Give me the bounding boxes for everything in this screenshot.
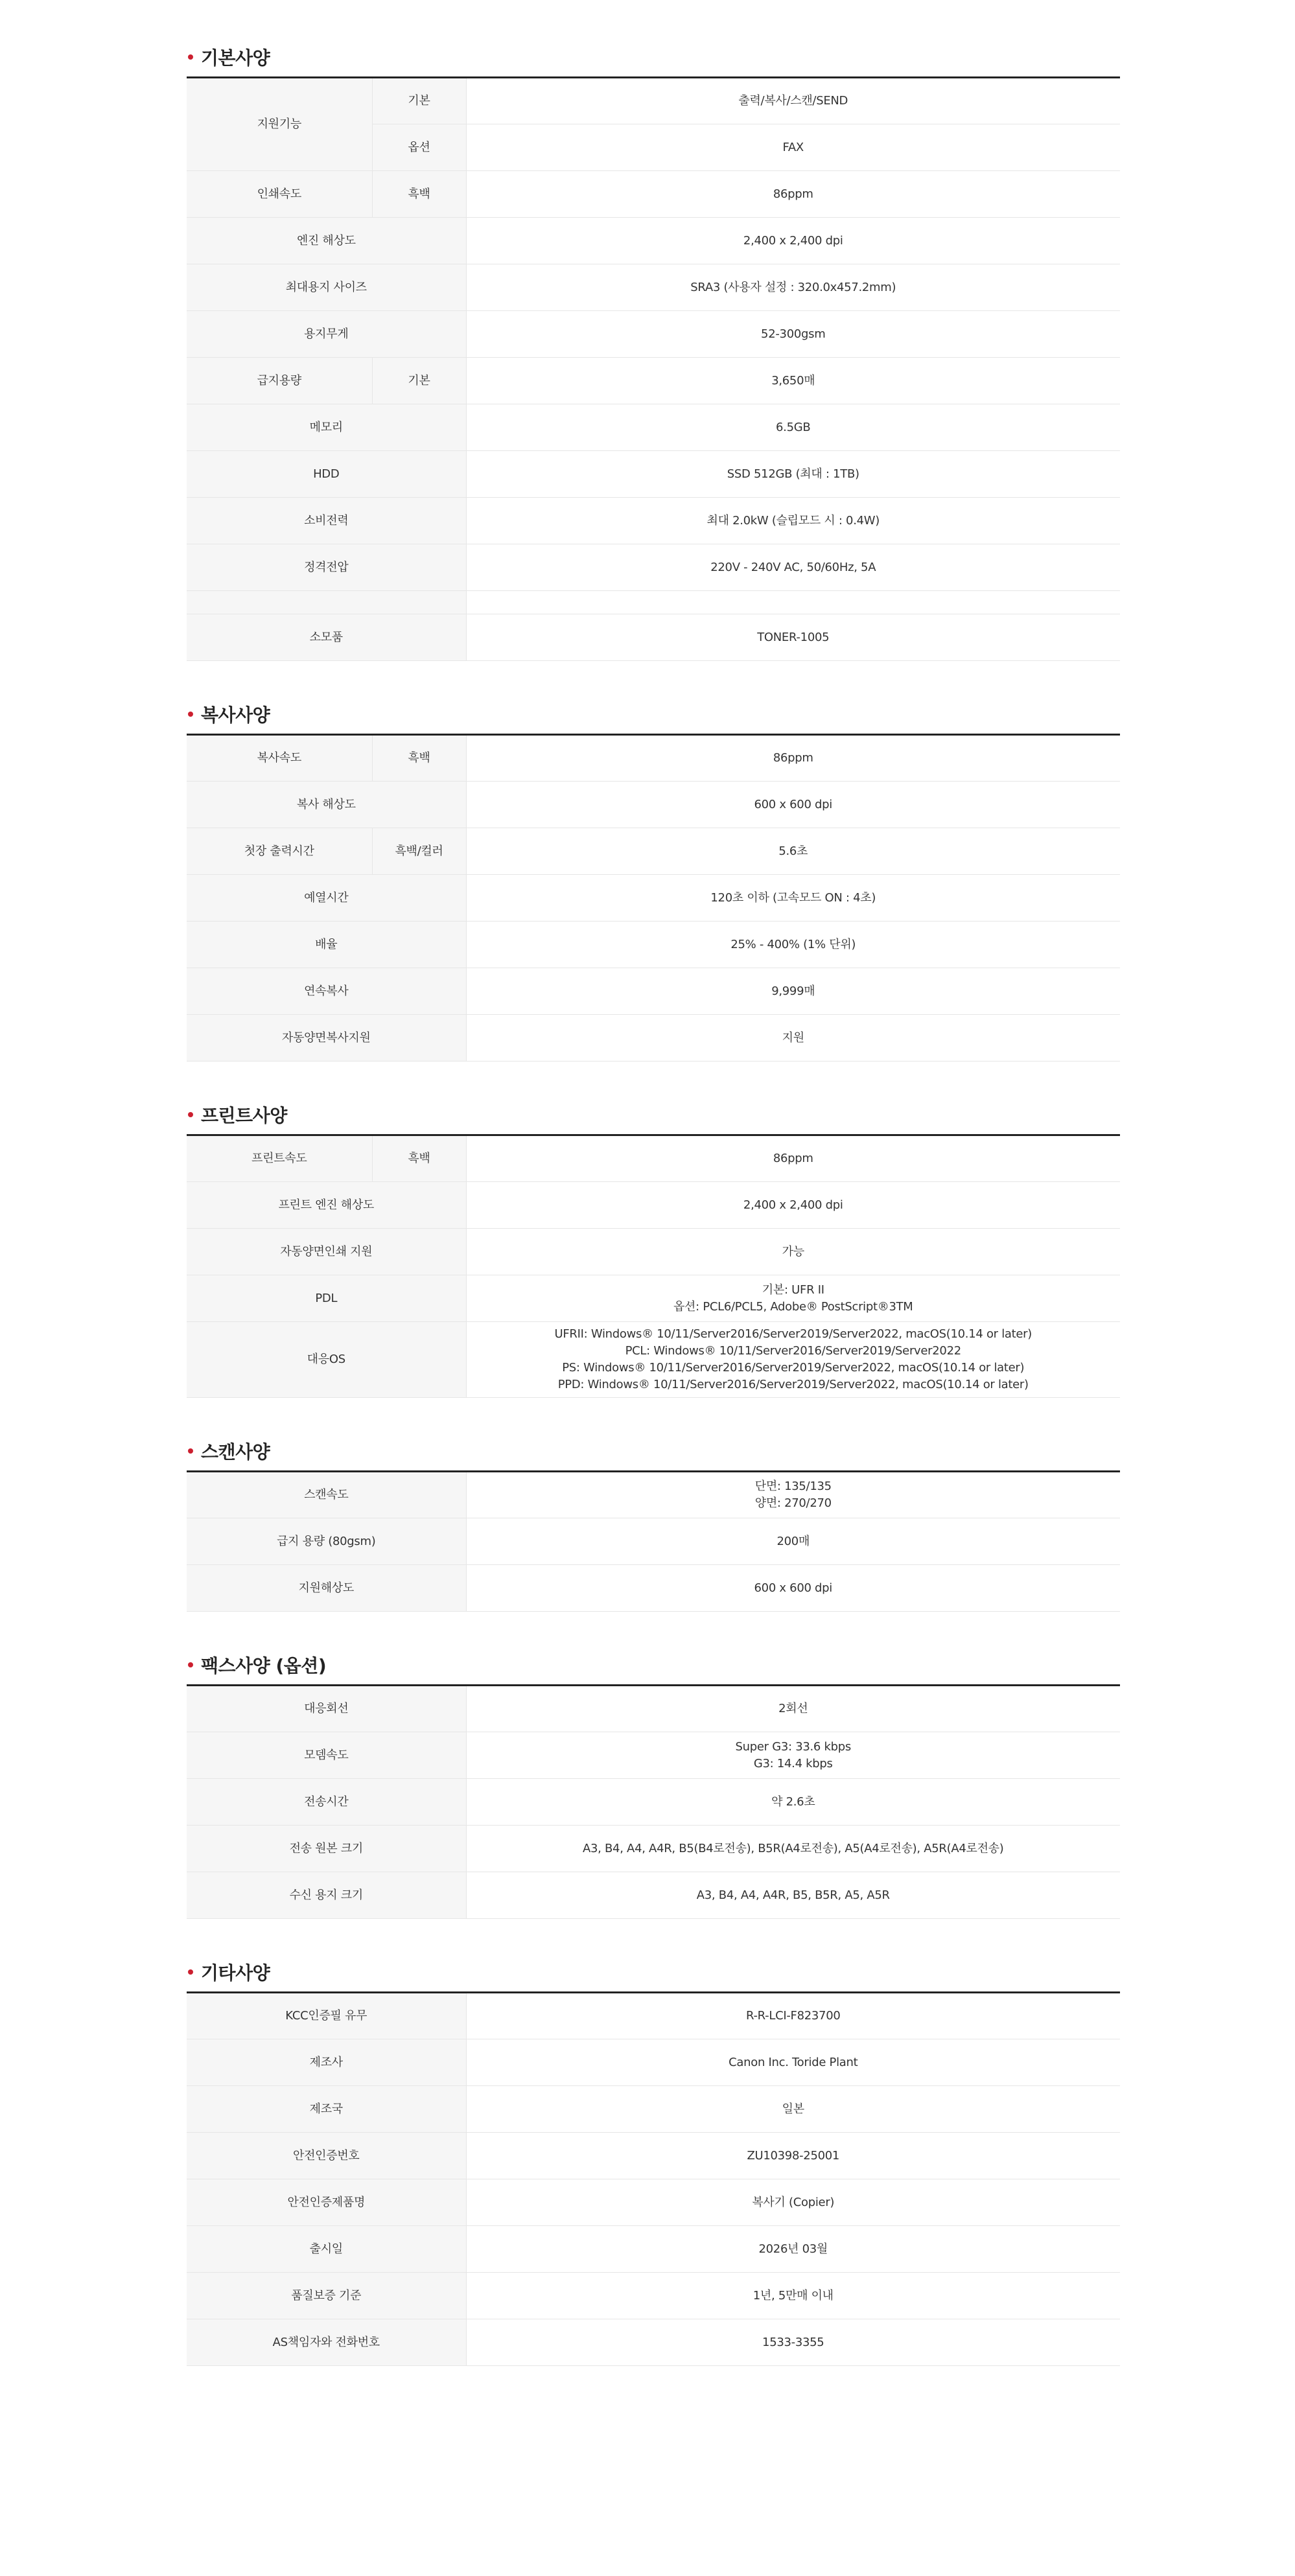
spec-row: [187, 735, 1120, 782]
section-title-text: 팩스사양 (옵션): [201, 1655, 327, 1677]
spec-value-line: 기본: UFR II: [762, 1282, 824, 1297]
spec-value-line: 가능: [782, 1244, 804, 1259]
spec-label: 연속복사: [187, 968, 466, 1015]
spec-label: 메모리: [187, 404, 466, 451]
spec-value: [466, 264, 1120, 311]
spec-value-line: 최대 2.0kW (슬립모드 시 : 0.4W): [706, 513, 880, 528]
spec-label: 전송 원본 크기: [187, 1826, 466, 1872]
spec-value: [466, 218, 1120, 264]
spec-label: 복사속도: [187, 735, 372, 782]
section-title: [187, 45, 1120, 69]
spec-value: [466, 1275, 1120, 1322]
spec-row: [187, 264, 1120, 311]
spec-label: AS책임자와 전화번호: [187, 2319, 466, 2366]
spec-value: [466, 78, 1120, 124]
spec-label: 최대용지 사이즈: [187, 264, 466, 311]
spec-label: 복사 해상도: [187, 782, 466, 828]
spec-row: [187, 968, 1120, 1015]
spec-row: [187, 2086, 1120, 2133]
spec-table: [187, 1991, 1120, 2366]
spec-value: [466, 782, 1120, 828]
spec-value-line: 복사기 (Copier): [752, 2195, 835, 2209]
spec-value: [466, 1732, 1120, 1779]
spec-row: [187, 1135, 1120, 1182]
spec-value-line: 1년, 5만매 이내: [752, 2288, 834, 2303]
spec-value-line: A3, B4, A4, A4R, B5, B5R, A5, A5R: [696, 1888, 890, 1902]
spec-value: [466, 498, 1120, 544]
spec-value: [466, 591, 1120, 614]
spec-sublabel: 기본: [372, 358, 466, 404]
spec-value-line: UFRII: Windows® 10/11/Server2016/Server2019/Server2022, macOS(10.14 or later): [554, 1327, 1032, 1341]
spec-table: [187, 1470, 1120, 1612]
spec-label: 급지용량: [187, 358, 372, 404]
spec-row: [187, 1229, 1120, 1275]
spec-section: [187, 702, 1120, 1062]
spec-row: [187, 1472, 1120, 1518]
section-title-text: 기본사양: [201, 47, 270, 69]
spec-row: [187, 591, 1120, 614]
spec-label: 출시일: [187, 2226, 466, 2273]
spec-label: 전송시간: [187, 1779, 466, 1826]
section-title-text: 프린트사양: [201, 1105, 287, 1126]
spec-value-line: 120초 이하 (고속모드 ON : 4초): [710, 890, 876, 905]
spec-value-line: 86ppm: [773, 1152, 813, 1165]
spec-value: [466, 1565, 1120, 1612]
spec-row: [187, 2133, 1120, 2179]
spec-value: [466, 1229, 1120, 1275]
spec-value-line: 양면: 270/270: [754, 1496, 832, 1510]
spec-label: 품질보증 기준: [187, 2273, 466, 2319]
spec-row: [187, 1182, 1120, 1229]
spec-table: [187, 734, 1120, 1062]
spec-table: [187, 1134, 1120, 1398]
section-title-text: 복사사양: [201, 704, 270, 726]
spec-label: 자동양면인쇄 지원: [187, 1229, 466, 1275]
spec-value: [466, 1322, 1120, 1398]
spec-label: [187, 591, 466, 614]
spec-row: [187, 1732, 1120, 1779]
spec-value-line: G3: 14.4 kbps: [753, 1756, 833, 1770]
spec-section: [187, 45, 1120, 661]
spec-value-line: SRA3 (사용자 설정 : 320.0x457.2mm): [690, 280, 896, 294]
section-title: [187, 702, 1120, 726]
spec-value: [466, 2319, 1120, 2366]
spec-label: 모뎀속도: [187, 1732, 466, 1779]
spec-value-line: 5.6초: [778, 844, 808, 858]
spec-label: 배율: [187, 922, 466, 968]
spec-sublabel: 옵션: [372, 124, 466, 171]
spec-value: [466, 544, 1120, 591]
bullet-dot-icon: [188, 712, 193, 717]
spec-label: 대응회선: [187, 1686, 466, 1732]
spec-label: 지원해상도: [187, 1565, 466, 1612]
spec-value-line: 2026년 03월: [758, 2242, 828, 2256]
spec-row: [187, 1322, 1120, 1398]
spec-value-line: TONER-1005: [757, 630, 830, 644]
spec-value-line: 9,999매: [771, 984, 815, 998]
spec-value: [466, 1779, 1120, 1826]
spec-sublabel: 흑백: [372, 735, 466, 782]
spec-row: [187, 922, 1120, 968]
spec-value: [466, 1182, 1120, 1229]
spec-label: 제조국: [187, 2086, 466, 2133]
spec-row: [187, 311, 1120, 358]
spec-row: [187, 614, 1120, 661]
bullet-dot-icon: [188, 1662, 193, 1667]
spec-row: [187, 544, 1120, 591]
spec-row: [187, 782, 1120, 828]
spec-section: [187, 1103, 1120, 1398]
spec-value-line: 2회선: [778, 1702, 808, 1715]
spec-value-line: 약 2.6초: [771, 1794, 815, 1809]
spec-row: [187, 828, 1120, 875]
spec-row: [187, 1275, 1120, 1322]
spec-row: [187, 2179, 1120, 2226]
spec-value-line: 2,400 x 2,400 dpi: [743, 1198, 843, 1212]
spec-label: 첫장 출력시간: [187, 828, 372, 875]
spec-value-line: 지원: [782, 1030, 804, 1045]
spec-value-line: R-R-LCI-F823700: [746, 2009, 841, 2023]
spec-value: [466, 404, 1120, 451]
spec-value: [466, 735, 1120, 782]
spec-value-line: 2,400 x 2,400 dpi: [743, 233, 843, 248]
spec-value-line: 86ppm: [773, 187, 813, 201]
spec-value: [466, 1872, 1120, 1919]
spec-value-line: 25% - 400% (1% 단위): [730, 937, 856, 951]
spec-row: [187, 1015, 1120, 1062]
spec-value-line: 옵션: PCL6/PCL5, Adobe® PostScript®3TM: [673, 1299, 913, 1314]
spec-value-line: 600 x 600 dpi: [754, 797, 832, 811]
spec-value: [466, 1518, 1120, 1565]
spec-label: 엔진 해상도: [187, 218, 466, 264]
spec-value: [466, 358, 1120, 404]
spec-value-line: Canon Inc. Toride Plant: [729, 2055, 858, 2069]
spec-sublabel: 흑백: [372, 1135, 466, 1182]
section-title-text: 기타사양: [201, 1962, 270, 1984]
spec-row: [187, 78, 1120, 124]
spec-value-line: ZU10398-25001: [747, 2148, 840, 2163]
spec-page: [187, 45, 1120, 2408]
spec-label: KCC인증필 유무: [187, 1993, 466, 2039]
spec-sublabel: 흑백: [372, 171, 466, 218]
spec-value: [466, 2179, 1120, 2226]
spec-section: [187, 1960, 1120, 2366]
spec-value: [466, 171, 1120, 218]
spec-value: [466, 2226, 1120, 2273]
spec-label: 지원기능: [187, 78, 372, 171]
spec-label: PDL: [187, 1275, 466, 1322]
section-title: [187, 1103, 1120, 1126]
spec-label: 소비전력: [187, 498, 466, 544]
spec-value-line: SSD 512GB (최대 : 1TB): [727, 467, 859, 481]
spec-value-line: PPD: Windows® 10/11/Server2016/Server2019/Server2022, macOS(10.14 or later): [557, 1378, 1029, 1391]
spec-value-line: FAX: [782, 140, 804, 154]
spec-label: 대응OS: [187, 1322, 466, 1398]
spec-row: [187, 2039, 1120, 2086]
spec-value-line: 220V - 240V AC, 50/60Hz, 5A: [710, 560, 876, 574]
spec-row: [187, 1565, 1120, 1612]
bullet-dot-icon: [188, 54, 193, 60]
spec-value: [466, 1993, 1120, 2039]
section-title: [187, 1653, 1120, 1677]
spec-value-line: 600 x 600 dpi: [754, 1581, 832, 1595]
spec-value: [466, 1686, 1120, 1732]
spec-value-line: 단면: 135/135: [754, 1479, 832, 1493]
spec-label: 안전인증번호: [187, 2133, 466, 2179]
spec-value-line: 1533-3355: [762, 2335, 824, 2349]
spec-value: [466, 968, 1120, 1015]
spec-label: 제조사: [187, 2039, 466, 2086]
spec-label: 안전인증제품명: [187, 2179, 466, 2226]
spec-value-line: 6.5GB: [776, 420, 811, 434]
spec-value-line: 86ppm: [773, 751, 813, 765]
spec-label: 정격전압: [187, 544, 466, 591]
spec-value: [466, 614, 1120, 661]
spec-sublabel: 기본: [372, 78, 466, 124]
spec-value-line: 52-300gsm: [761, 327, 826, 341]
spec-value: [466, 1015, 1120, 1062]
spec-label: 수신 용지 크기: [187, 1872, 466, 1919]
spec-row: [187, 498, 1120, 544]
spec-label: 예열시간: [187, 875, 466, 922]
spec-value: [466, 2273, 1120, 2319]
spec-row: [187, 358, 1120, 404]
spec-label: 소모품: [187, 614, 466, 661]
bullet-dot-icon: [188, 1969, 193, 1975]
spec-row: [187, 451, 1120, 498]
spec-value: [466, 1826, 1120, 1872]
spec-value: [466, 875, 1120, 922]
spec-value: [466, 2039, 1120, 2086]
spec-value-line: A3, B4, A4, A4R, B5(B4로전송), B5R(A4로전송), A5(A4로전송), A5R(A4로전송): [583, 1841, 1004, 1855]
section-title-text: 스캔사양: [201, 1441, 270, 1463]
spec-label: 스캔속도: [187, 1472, 466, 1518]
section-title: [187, 1439, 1120, 1463]
spec-value-line: PCL: Windows® 10/11/Server2016/Server2019/Server2022: [625, 1344, 961, 1358]
spec-table: [187, 1684, 1120, 1919]
spec-row: [187, 1872, 1120, 1919]
spec-row: [187, 2273, 1120, 2319]
spec-value: [466, 451, 1120, 498]
spec-label: 자동양면복사지원: [187, 1015, 466, 1062]
spec-row: [187, 2226, 1120, 2273]
spec-row: [187, 1993, 1120, 2039]
spec-row: [187, 1779, 1120, 1826]
spec-row: [187, 404, 1120, 451]
spec-value: [466, 2133, 1120, 2179]
spec-section: [187, 1439, 1120, 1612]
spec-value: [466, 922, 1120, 968]
section-title: [187, 1960, 1120, 1984]
spec-value: [466, 828, 1120, 875]
spec-label: 프린트 엔진 해상도: [187, 1182, 466, 1229]
spec-label: 인쇄속도: [187, 171, 372, 218]
spec-row: [187, 1518, 1120, 1565]
spec-label: 프린트속도: [187, 1135, 372, 1182]
spec-label: 용지무게: [187, 311, 466, 358]
bullet-dot-icon: [188, 1448, 193, 1454]
spec-value: [466, 2086, 1120, 2133]
spec-label: HDD: [187, 451, 466, 498]
spec-row: [187, 171, 1120, 218]
spec-value: [466, 124, 1120, 171]
spec-value-line: 출력/복사/스캔/SEND: [738, 94, 848, 108]
spec-value: [466, 311, 1120, 358]
spec-table: [187, 76, 1120, 661]
spec-value: [466, 1472, 1120, 1518]
bullet-dot-icon: [188, 1112, 193, 1117]
spec-row: [187, 2319, 1120, 2366]
spec-row: [187, 1686, 1120, 1732]
spec-row: [187, 875, 1120, 922]
spec-section: [187, 1653, 1120, 1919]
spec-value-line: 200매: [776, 1534, 810, 1548]
spec-value: [466, 1135, 1120, 1182]
spec-value-line: 3,650매: [771, 373, 815, 388]
spec-sublabel: 흑백/컬러: [372, 828, 466, 875]
spec-value-line: 일본: [782, 2102, 804, 2116]
spec-row: [187, 1826, 1120, 1872]
spec-row: [187, 218, 1120, 264]
spec-value-line: Super G3: 33.6 kbps: [735, 1739, 851, 1754]
spec-label: 급지 용량 (80gsm): [187, 1518, 466, 1565]
spec-value-line: PS: Windows® 10/11/Server2016/Server2019/Server2022, macOS(10.14 or later): [562, 1361, 1025, 1375]
